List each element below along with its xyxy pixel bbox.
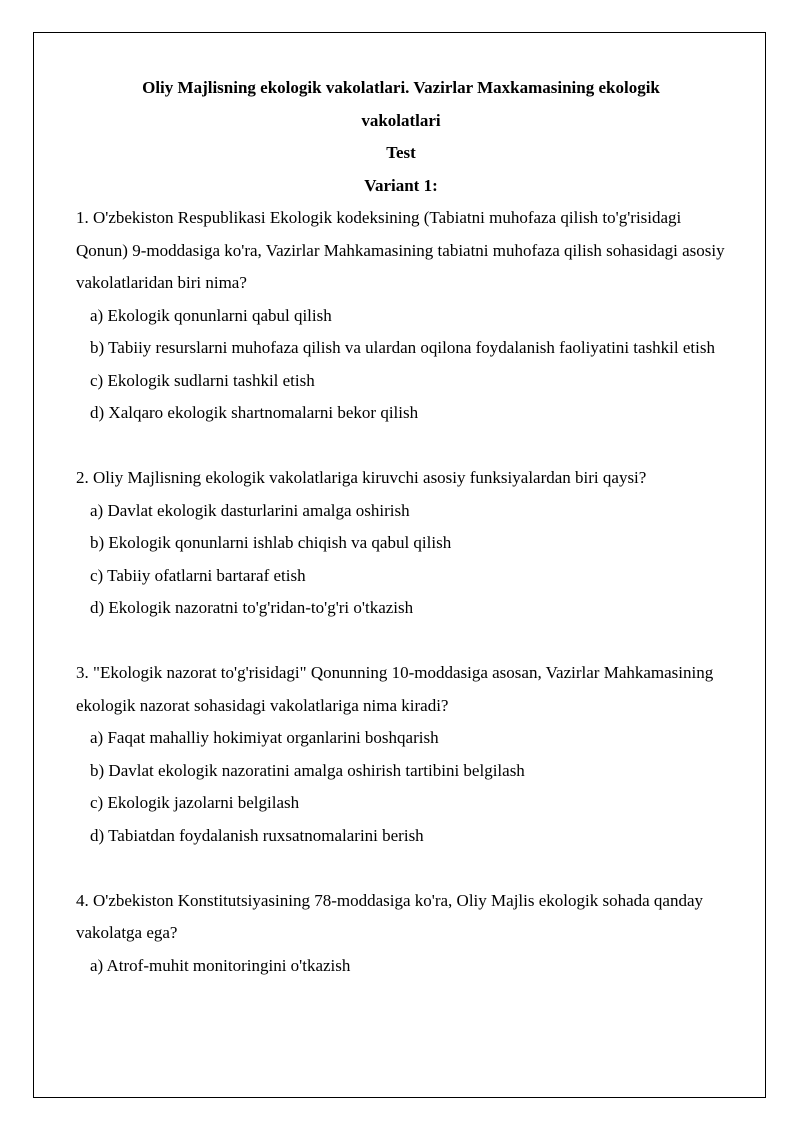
question-text: 3. "Ekologik nazorat to'g'risidagi" Qonunning 10-moddasiga asosan, Vazirlar Mahkamasining ekologik nazorat sohasidagi vakolatlariga nima kiradi? (76, 663, 714, 715)
question-text: 1. O'zbekiston Respublikasi Ekologik kodeksining (Tabiatni muhofaza qilish to'g'risidagi Qonun) 9-moddasiga ko'ra, Vazirlar Mahkamasining tabiatni muhofaza qilish sohasidagi asosiy vakolatlaridan biri nima? (76, 208, 725, 292)
document-title (76, 72, 726, 137)
answer-option: c) Ekologik jazolarni belgilash (90, 793, 300, 812)
answer-option: d) Tabiatdan foydalanish ruxsatnomalarini berish (90, 825, 424, 845)
answer-option: b) Tabiiy resurslarni muhofaza qilish va ulardan oqilona foydalanish faoliyatini tashkil etish (90, 338, 715, 357)
question-block-4 (76, 885, 726, 983)
answer-option: d) Xalqaro ekologik shartnomalarni bekor qilish (90, 403, 419, 422)
spacer (76, 625, 726, 658)
answer-option: a) Ekologik qonunlarni qabul qilish (90, 305, 332, 325)
variant-heading: Variant 1: (364, 175, 438, 195)
answer-option: b) Davlat ekologik nazoratini amalga oshirish tartibini belgilash (90, 760, 525, 780)
answer-option: a) Faqat mahalliy hokimiyat organlarini boshqarish (90, 728, 439, 747)
document-subtitle: Test (386, 143, 416, 162)
question-text: 4. O'zbekiston Konstitutsiyasining 78-moddasiga ko'ra, Oliy Majlis ekologik sohada qanday vakolatga ega? (76, 890, 704, 942)
answer-option: a) Davlat ekologik dasturlarini amalga oshirish (90, 500, 410, 520)
answer-option: c) Ekologik sudlarni tashkil etish (90, 370, 315, 390)
answer-option: c) Tabiiy ofatlarni bartaraf etish (90, 565, 306, 585)
answer-option: b) Ekologik qonunlarni ishlab chiqish va qabul qilish (90, 533, 452, 552)
spacer (76, 430, 726, 463)
answer-option: a) Atrof-muhit monitoringini o'tkazish (90, 955, 351, 975)
answer-option: d) Ekologik nazoratni to'g'ridan-to'g'ri o'tkazish (90, 598, 414, 617)
title-line-2: vakolatlari (361, 110, 441, 130)
question-block-2 (76, 462, 726, 625)
title-line-1: Oliy Majlisning ekologik vakolatlari. Vazirlar Maxkamasining ekologik (142, 78, 660, 97)
spacer (76, 852, 726, 885)
question-block-1 (76, 202, 726, 430)
question-block-3 (76, 657, 726, 852)
document-body (76, 72, 726, 982)
question-text: 2. Oliy Majlisning ekologik vakolatlariga kiruvchi asosiy funksiyalardan biri qaysi? (76, 468, 647, 487)
